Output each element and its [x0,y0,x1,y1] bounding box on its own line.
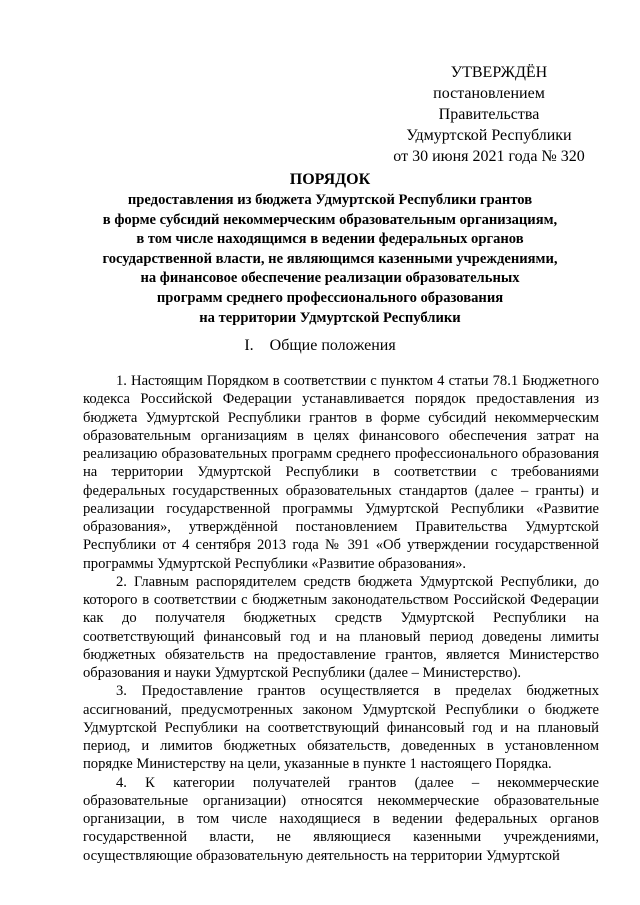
document-heading: ПОРЯДОК [289,171,371,188]
approval-line-2: Удмуртской Республики [406,127,572,144]
subtitle-line: в том числе находящимся в ведении федеральных органов [136,231,524,248]
section-number: I. [244,337,254,354]
approval-block [389,62,589,167]
document-title-block [92,170,568,328]
subtitle-line: в форме субсидий некоммерческим образовательным организациям, [102,211,558,228]
subtitle-line: предоставления из бюджета Удмуртской Республики грантов [127,192,533,208]
section-title: Общие положения [269,337,396,354]
section-heading [0,336,640,356]
subtitle-line: на финансовое обеспечение реализации образовательных [140,270,520,287]
subtitle-line: программ среднего профессионального образования [156,289,504,306]
paragraph: 1. Настоящим Порядком в соответствии с пунктом 4 статьи 78.1 Бюджетного кодекса Российской Федерации устанавливается порядок предоставления из бюджета Удмуртской Республики грантов в форме субсидий некоммерческим образовательным организациям в целях финансового обеспечения затрат на реализацию образовательных программ среднего профессионального образования на территории Удмуртской Республики в соответствии с требованиями федеральных государственных образовательных стандартов (далее – гранты) и реализации государственной программы Удмуртской Республики «Развитие образования», утверждённой постановлением Правительства Удмуртской Республики от 4 сентября 2013 года № 391 «Об утверждении государственной программы Удмуртской Республики «Развитие образования». [83,373,599,572]
document-body [83,372,599,865]
paragraph: 3. Предоставление грантов осуществляется в пределах бюджетных ассигнований, предусмотренных законом Удмуртской Республики о бюджете Удмуртской Республики на соответствующий финансовый год и на плановый период, и лимитов бюджетных обязательств, доведенных в установленном порядке Министерству на цели, указанные в пункте 1 настоящего Порядка. [83,683,599,773]
approval-line-3: от 30 июня 2021 года № 320 [393,148,585,165]
document-subtitle [92,191,568,328]
paragraph: 2. Главным распорядителем средств бюджета Удмуртской Республики, до которого в соответствии с бюджетным законодательством Российской Федерации как до получателя бюджетных средств Удмуртской Республики на соответствующий финансовый год и на плановый период доведены лимиты бюджетных обязательств на предоставление грантов, является Министерство образования и науки Удмуртской Республики (далее – Министерство). [83,573,599,681]
subtitle-line: государственной власти, не являющимся казенными учреждениями, [102,250,558,267]
approval-line-1: постановлением Правительства [433,85,545,123]
approval-stamp: УТВЕРЖДЁН [450,64,548,81]
subtitle-line: на территории Удмуртской Республики [199,309,461,326]
paragraph: 4. К категории получателей грантов (далее – некоммерческие образовательные организации) относятся некоммерческие образовательные организации, в том числе находящиеся в ведении федеральных органов государственной власти, не являющиеся казенными учреждениями, осуществляющие образовательную деятельность на территории Удмуртской [83,774,599,864]
